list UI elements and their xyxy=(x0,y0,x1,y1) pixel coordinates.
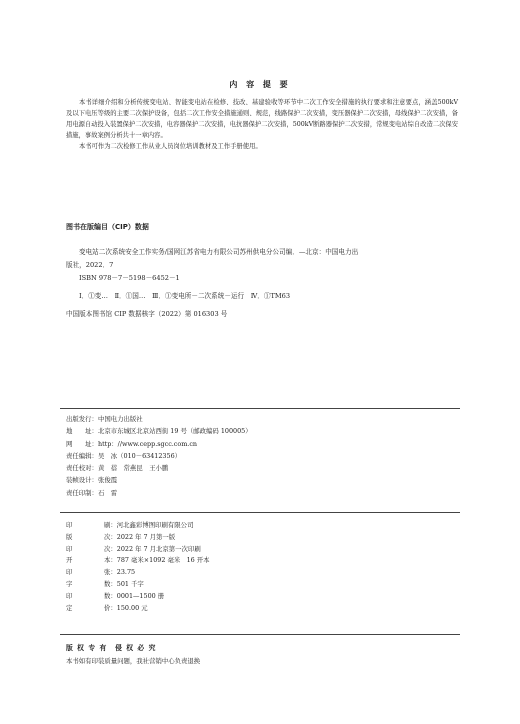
publication-value: 张俊霞 xyxy=(97,476,118,485)
cip-entry-line-2: 版社，2022．7 xyxy=(66,261,114,269)
printing-label: 印 xyxy=(66,521,73,529)
summary-title: 内 容 提 要 xyxy=(229,80,291,89)
printing-label: 版 xyxy=(66,532,73,541)
printing-row xyxy=(66,567,210,579)
summary-body xyxy=(66,97,458,152)
printing-label: 印 xyxy=(66,591,73,600)
publication-label: 责任编辑： xyxy=(66,451,98,460)
printing-value: 次：2022 年 7 月北京第一次印刷 xyxy=(104,544,201,553)
printing-label: 开 xyxy=(66,556,73,565)
publication-value: 吴 冰（010－63412356） xyxy=(97,451,182,460)
printing-row xyxy=(66,603,210,615)
rights-title: 版 权 专 有 侵 权 必 究 xyxy=(66,644,157,652)
printing-row xyxy=(66,544,210,556)
publication-label: 装帧设计： xyxy=(66,476,98,485)
publication-value: 黄 蓓 常燕昆 王小鹏 xyxy=(97,464,169,473)
publication-row xyxy=(66,474,252,486)
publication-row xyxy=(66,413,252,425)
printing-divider xyxy=(60,512,460,513)
publication-row xyxy=(66,450,252,462)
publication-value: 石 雷 xyxy=(97,488,118,497)
publication-label: 出版发行： xyxy=(66,415,98,423)
rights-divider xyxy=(60,634,460,635)
publication-label: 责任校对： xyxy=(66,464,98,473)
publication-info xyxy=(66,413,252,499)
printing-row xyxy=(66,532,210,544)
printing-row xyxy=(66,591,210,603)
printing-value: 价：150.00 元 xyxy=(104,603,148,612)
rights-notice: 本书如有印装质量问题，我社营销中心负责退换 xyxy=(66,657,201,665)
publication-row xyxy=(66,425,252,437)
cip-entry-line-1: 变电站二次系统安全工作实务/国网江苏省电力有限公司苏州供电分公司编．—北京：中国电力出 xyxy=(79,248,359,256)
publication-value: http：//www.cepp.sgcc.com.cn xyxy=(97,439,198,448)
publication-row xyxy=(66,438,252,450)
printing-label: 印 xyxy=(66,568,73,577)
summary-paragraph-1: 本书详细介绍和分析传统变电站、智能变电站在检修、技改、基建验收等环节中二次工作安全措施的执行要求和注意要点，涵盖500kV及以下电压等级的主要二次保护设备，包括二次工作安全措施通则、规范，线路保护二次安措，变压器保护二次安措，母线保护二次安措，备用电源自动投入装置保护二次安措，电容器保护二次安措，电抗器保护二次安措，500kV断路器保护二次安措，常规变电站综自改造二次保安措施，事故案例分析共十一章内容。 xyxy=(66,99,458,139)
publication-value: 中国电力出版社 xyxy=(97,415,143,423)
printing-row xyxy=(66,555,210,567)
printing-info xyxy=(66,520,210,614)
publication-row xyxy=(66,487,252,499)
publication-label: 责任印制： xyxy=(66,488,98,497)
printing-value: 数：0001—1500 册 xyxy=(104,591,165,600)
publication-label: 网 址： xyxy=(66,439,98,448)
cip-title: 图书在版编目（CIP）数据 xyxy=(66,223,149,231)
printing-value: 刷：河北鑫彩博图印刷有限公司 xyxy=(104,521,194,529)
printing-row xyxy=(66,520,210,532)
cip-data-block xyxy=(66,246,458,321)
printing-label: 字 xyxy=(66,579,73,588)
publication-divider xyxy=(60,408,460,409)
cip-isbn: ISBN 978－7－5198－6452－1 xyxy=(79,274,180,282)
publication-label: 地 址： xyxy=(66,427,98,436)
printing-value: 次：2022 年 7 月第一版 xyxy=(104,532,176,541)
printing-value: 张：23.75 xyxy=(104,568,136,577)
cip-number: 中国版本图书馆 CIP 数据核字（2022）第 016303 号 xyxy=(66,310,228,318)
printing-value: 数：501 千字 xyxy=(104,579,144,588)
printing-row xyxy=(66,579,210,591)
publication-row xyxy=(66,462,252,474)
cip-classification: Ⅰ．①变… Ⅱ．①国… Ⅲ．①变电所－二次系统－运行 Ⅳ．①TM63 xyxy=(79,292,291,300)
printing-label: 印 xyxy=(66,544,73,553)
printing-label: 定 xyxy=(66,603,73,612)
publication-value: 北京市东城区北京站西街 19 号（邮政编码 100005） xyxy=(97,427,252,436)
summary-paragraph-2: 本书可作为二次检修工作从业人员岗位培训教材及工作手册使用。 xyxy=(79,143,262,150)
printing-value: 本：787 毫米×1092 毫米 16 开本 xyxy=(104,556,210,565)
